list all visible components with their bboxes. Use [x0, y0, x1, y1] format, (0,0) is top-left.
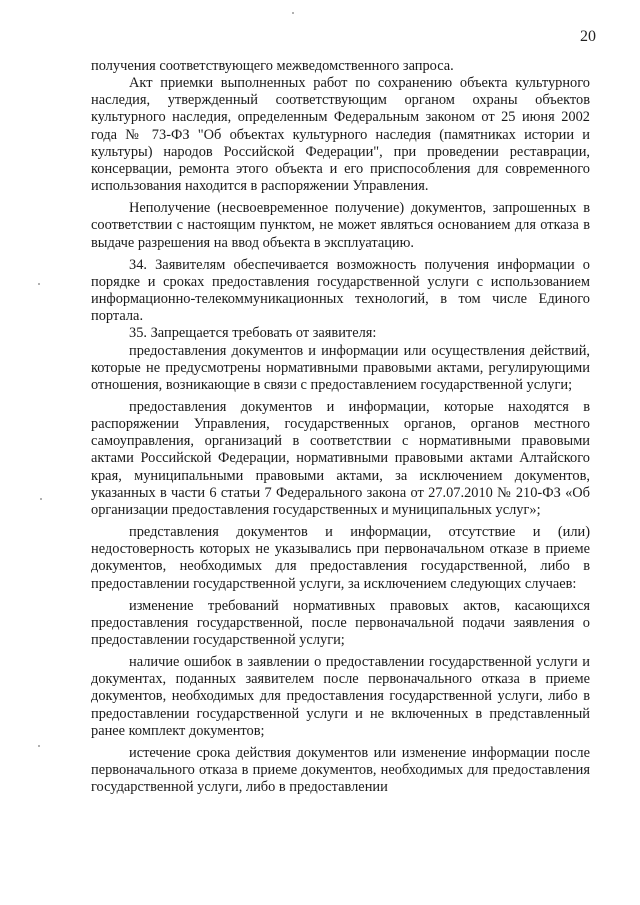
paragraph-35-item-3: представления документов и информации, отсутствие и (или) недостоверность которых не указывались при первоначальном отказе в приеме документов, необходимых для предоставления государственной, либо в предоставлении государственной услуги, за исключением следующих случаев: [91, 524, 590, 592]
paragraph-continuation: получения соответствующего межведомственного запроса. [91, 58, 454, 74]
scan-speck [40, 498, 42, 500]
paragraph-acceptance-act: Акт приемки выполненных работ по сохранению объекта культурного наследия, утвержденный соответствующим органом охраны объектов культурного наследия, определенным Федеральным законом от 25 июня 2002 года № 73-ФЗ "Об объектах культурного наследия (памятниках истории и культуры) народов Российской Федерации", при проведении реставрации, консервации, ремонта этого объекта и его приспособления для современного использования находится в распоряжении Управления. [91, 75, 590, 195]
paragraph-35-item-1: предоставления документов и информации или осуществления действий, которые не предусмотрены нормативными правовыми актами, регулирующими отношения, возникающие в связи с предоставлением государственной услуги; [91, 342, 590, 393]
paragraph-exception-3: истечение срока действия документов или изменение информации после первоначального отказа в приеме документов, необходимых для предоставления государственной услуги, либо в предоставлении [91, 744, 590, 796]
paragraph-exception-1: изменение требований нормативных правовых актов, касающихся предоставления государственной, после первоначальной подачи заявления о предоставлении государственной услуги; [91, 597, 590, 648]
paragraph-34: 34. Заявителям обеспечивается возможность получения информации о порядке и сроках предоставления государственной услуги с использованием информационно-телекоммуникационных технологий, в том числе Единого портала. [91, 256, 590, 325]
page-number: 20 [580, 28, 596, 45]
paragraph-35-item-2: предоставления документов и информации, которые находятся в распоряжении Управления, государственных органов, органов местного самоуправления, организаций в соответствии с нормативными правовыми актами Российской Федерации, нормативными правовыми актами Алтайского края, муниципальными правовыми актами, за исключением документов, указанных в части 6 статьи 7 Федерального закона от 27.07.2010 № 210-ФЗ «Об организации предоставления государственных и муниципальных услуг»; [91, 398, 590, 518]
document-body [91, 58, 590, 796]
paragraph-35: 35. Запрещается требовать от заявителя: [129, 325, 377, 342]
paragraph-non-receipt: Неполучение (несвоевременное получение) документов, запрошенных в соответствии с настоящим пунктом, не может являться основанием для отказа в выдаче разрешения на ввод объекта в эксплуатацию. [91, 200, 590, 251]
paragraph-exception-2: наличие ошибок в заявлении о предоставлении государственной услуги и документах, поданных заявителем после первоначального отказа в приеме документов, необходимых для предоставления государственной услуги, либо в предоставлении государственной услуги и не включенных в представленный ранее комплект документов; [91, 654, 590, 739]
scan-speck [38, 283, 40, 285]
scan-speck [38, 745, 40, 747]
scan-speck [292, 12, 294, 14]
